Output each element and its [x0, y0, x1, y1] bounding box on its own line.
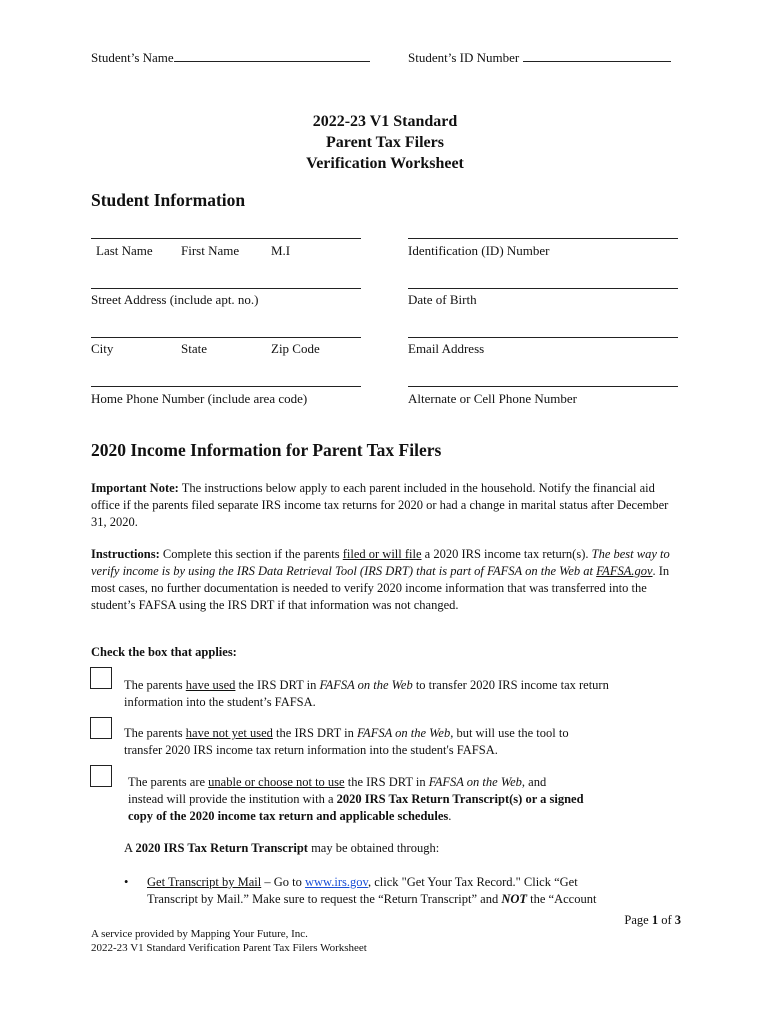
instr-text-3: . In most cases, no further documentation is needed to verify 2020 income information that was transferred into the student’s FAFSA using the IRS DRT if that information was not changed. — [91, 564, 670, 612]
state-label: State — [181, 341, 207, 356]
bullet-dot: • — [124, 875, 129, 889]
street-line[interactable] — [91, 288, 361, 289]
bullet-text: Transcript by Mail.” Make sure to request the “Return Transcript” and — [147, 892, 499, 906]
student-name-label: Student’s Name — [91, 50, 174, 65]
transcript-text: may be obtained through: — [311, 841, 440, 855]
page-number — [624, 913, 681, 928]
email-label: Email Address — [408, 341, 485, 356]
alt-phone-line[interactable] — [408, 386, 678, 387]
city-label: City — [91, 341, 114, 356]
fafsa-gov-link[interactable]: FAFSA.gov — [596, 564, 653, 578]
option-used-checkbox[interactable] — [90, 667, 112, 689]
option-not-yet-used-checkbox[interactable] — [90, 717, 112, 739]
option-unable-checkbox[interactable] — [90, 765, 112, 787]
irs-gov-link[interactable]: www.irs.gov — [304, 875, 368, 889]
transcript-intro — [124, 841, 439, 856]
option-not-yet-line-2: transfer 2020 IRS income tax return information into the student's FAFSA. — [124, 743, 498, 757]
instructions — [91, 546, 681, 614]
instr-filed: filed or will file — [342, 547, 422, 561]
city-state-zip-line[interactable] — [91, 337, 361, 338]
instr-italic: The best way to verify income is by using the IRS Data Retrieval Tool (IRS DRT) that is part of FAFSA on the Web at — [91, 547, 670, 578]
transcript-bold: 2020 IRS Tax Return Transcript — [135, 841, 308, 855]
option-underlined: have used — [185, 678, 236, 692]
page-num: 1 — [651, 913, 659, 927]
page-label: Page — [624, 913, 649, 927]
last-name-label: Last Name — [96, 243, 153, 258]
option-text: The parents — [124, 678, 183, 692]
option-text: , and — [521, 775, 547, 789]
student-id-field[interactable] — [408, 49, 671, 66]
option-text: , but will use the tool to — [450, 726, 569, 740]
zip-label: Zip Code — [271, 341, 320, 356]
important-note — [91, 480, 681, 531]
student-id-line[interactable] — [523, 49, 671, 62]
option-text: The parents are — [128, 775, 206, 789]
note-label: Important Note: — [91, 481, 179, 495]
option-text: to transfer 2020 IRS income tax return — [415, 678, 609, 692]
name-line[interactable] — [91, 238, 361, 239]
option-not-yet-line-1 — [124, 726, 569, 741]
page-of: of — [661, 913, 672, 927]
title-line-1: 2022-23 V1 Standard — [312, 113, 458, 130]
option-italic: FAFSA on the Web — [428, 775, 522, 789]
bullet-line-1 — [147, 875, 578, 890]
option-text: the IRS DRT in — [276, 726, 354, 740]
option-bold: copy of the 2020 income tax return and applicable schedules — [128, 809, 449, 823]
bullet-text: the “Account — [530, 892, 597, 906]
option-italic: FAFSA on the Web — [357, 726, 451, 740]
dob-line[interactable] — [408, 288, 678, 289]
income-heading: 2020 Income Information for Parent Tax Filers — [91, 440, 442, 460]
transcript-text: A — [124, 841, 133, 855]
student-id-label: Student’s ID Number — [408, 50, 520, 65]
bullet-line-2 — [147, 892, 596, 907]
student-name-line[interactable] — [174, 49, 370, 62]
bullet-text: – Go to — [264, 875, 302, 889]
check-heading: Check the box that applies: — [91, 645, 237, 659]
student-info-heading: Student Information — [91, 190, 246, 210]
option-underlined: unable or choose not to use — [208, 775, 345, 789]
bullet-text: , click "Get Your Tax Record." Click “Get — [367, 875, 578, 889]
mi-label: M.I — [271, 243, 291, 258]
bullet-not: NOT — [501, 892, 528, 906]
page-total: 3 — [674, 913, 681, 927]
option-text: The parents — [124, 726, 183, 740]
instr-text-1: Complete this section if the parents — [162, 547, 340, 561]
instr-label: Instructions: — [91, 547, 160, 561]
note-text: The instructions below apply to each parent included in the household. Notify the financial aid office if the parents filed separate IRS income tax returns for 2020 or had a change in marital status after December 31, 2020. — [91, 481, 669, 529]
title-line-2: Parent Tax Filers — [326, 134, 444, 151]
option-used-line-1 — [124, 678, 609, 693]
footer-service: A service provided by Mapping Your Future, Inc. — [91, 928, 308, 940]
footer-doc-name: 2022-23 V1 Standard Verification Parent Tax Filers Worksheet — [91, 942, 367, 954]
home-phone-label: Home Phone Number (include area code) — [91, 391, 308, 406]
option-text: . — [448, 809, 452, 823]
option-italic: FAFSA on the Web — [319, 678, 413, 692]
instr-text-2: a 2020 IRS income tax return(s). — [424, 547, 589, 561]
first-name-label: First Name — [181, 243, 240, 258]
id-number-label: Identification (ID) Number — [408, 243, 550, 258]
get-transcript-by-mail: Get Transcript by Mail — [147, 875, 262, 889]
option-unable-line-3 — [128, 809, 451, 824]
option-unable-line-2 — [128, 792, 584, 807]
home-phone-line[interactable] — [91, 386, 361, 387]
id-number-line[interactable] — [408, 238, 678, 239]
option-underlined: have not yet used — [185, 726, 273, 740]
street-label: Street Address (include apt. no.) — [91, 292, 259, 307]
option-used-line-2: information into the student’s FAFSA. — [124, 695, 316, 709]
option-bold: 2020 IRS Tax Return Transcript(s) or a signed — [336, 792, 584, 806]
title-line-3: Verification Worksheet — [306, 155, 464, 172]
option-unable-line-1 — [128, 775, 546, 790]
option-text: the IRS DRT in — [238, 678, 317, 692]
option-text: the IRS DRT in — [347, 775, 426, 789]
alt-phone-label: Alternate or Cell Phone Number — [408, 391, 577, 406]
dob-label: Date of Birth — [408, 292, 477, 307]
email-line[interactable] — [408, 337, 678, 338]
option-text: instead will provide the institution with a — [128, 792, 334, 806]
student-name-field[interactable] — [91, 49, 370, 66]
